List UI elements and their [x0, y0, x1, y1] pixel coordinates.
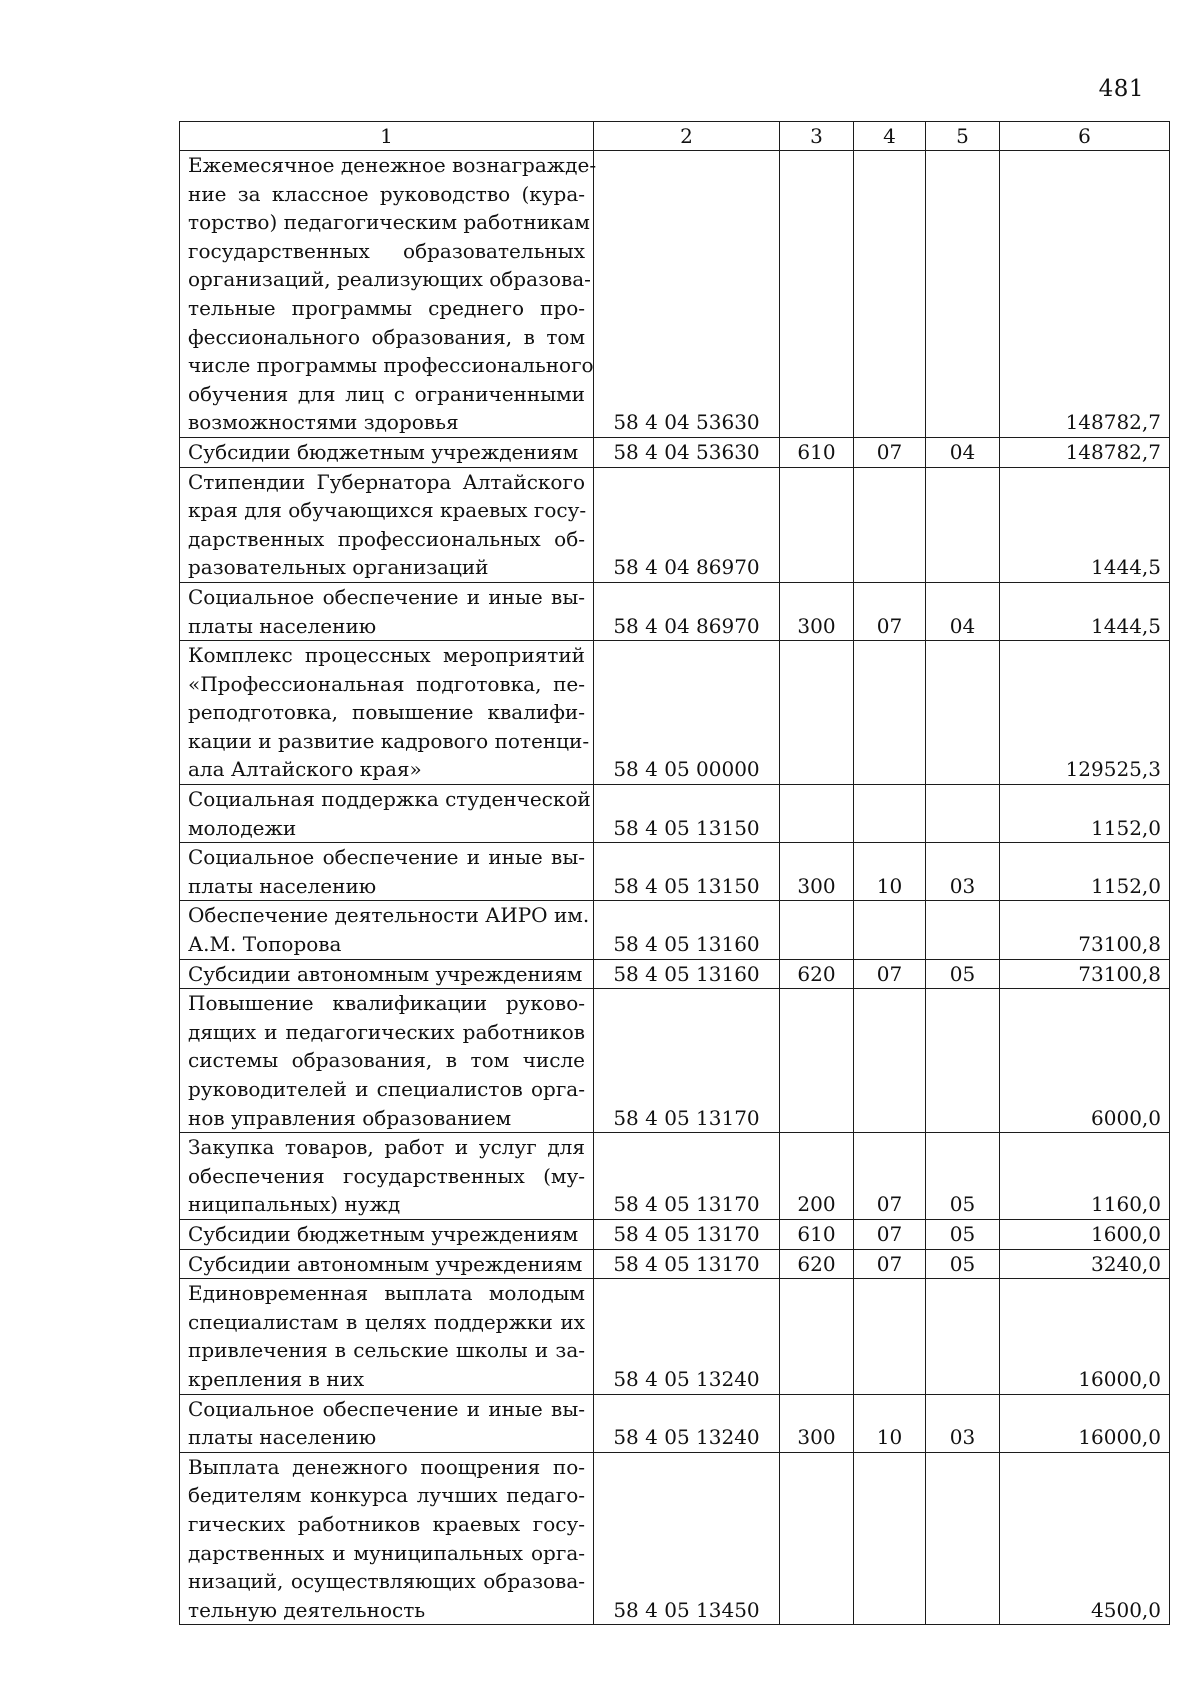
row-section: 07 — [854, 959, 926, 989]
row-subsection: 05 — [926, 1219, 1000, 1249]
row-name-line: руководителей и специалистов орга- — [188, 1077, 585, 1101]
row-name-line: обучения для лиц с ограниченными — [188, 381, 585, 406]
row-expense-type — [780, 785, 854, 843]
row-section: 10 — [854, 1394, 926, 1452]
row-name-line: дарственных и муниципальных орга- — [188, 1540, 585, 1565]
row-name — [180, 1249, 594, 1279]
table-row — [180, 641, 1170, 785]
row-amount: 129525,3 — [1000, 641, 1170, 785]
row-subsection — [926, 151, 1000, 438]
row-name-line: «Профессиональная подготовка, пе- — [188, 671, 585, 696]
row-name — [180, 1394, 594, 1452]
row-code: 58 4 04 53630 — [594, 151, 780, 438]
row-code: 58 4 05 13150 — [594, 843, 780, 901]
row-amount: 1444,5 — [1000, 467, 1170, 582]
row-name — [180, 467, 594, 582]
row-subsection: 05 — [926, 1133, 1000, 1220]
row-subsection — [926, 467, 1000, 582]
row-code: 58 4 05 13240 — [594, 1394, 780, 1452]
table-row — [180, 785, 1170, 843]
row-name-line: Единовременная выплата молодым — [188, 1281, 585, 1306]
row-section — [854, 1279, 926, 1394]
row-name-line: обеспечения государственных (му- — [188, 1163, 585, 1188]
row-subsection — [926, 901, 1000, 959]
row-section: 07 — [854, 1249, 926, 1279]
row-subsection: 03 — [926, 1394, 1000, 1452]
row-name-line: бедителям конкурса лучших педаго- — [188, 1483, 585, 1508]
header-col-5: 5 — [926, 122, 1000, 151]
row-name-line: Стипендии Губернатора Алтайского — [188, 469, 585, 494]
row-section — [854, 989, 926, 1133]
header-col-3: 3 — [780, 122, 854, 151]
row-expense-type — [780, 1279, 854, 1394]
row-name — [180, 1452, 594, 1625]
row-name — [180, 151, 597, 438]
table-row — [180, 582, 1170, 640]
row-name-line: Социальное обеспечение и иные вы- — [188, 845, 585, 870]
row-name-line: Субсидии автономным учреждениям — [188, 961, 583, 986]
row-amount: 6000,0 — [1000, 989, 1170, 1133]
row-name-line: Субсидии автономным учреждениям — [188, 1251, 583, 1276]
table-row — [180, 959, 1170, 989]
row-name-line: платы населению — [188, 613, 377, 638]
row-expense-type: 300 — [780, 843, 854, 901]
row-code: 58 4 05 13450 — [594, 1452, 780, 1625]
row-name-line: края для обучающихся краевых госу- — [188, 498, 587, 523]
table-row — [180, 151, 1170, 438]
table-row — [180, 1452, 1170, 1625]
row-expense-type: 620 — [780, 959, 854, 989]
table-header — [180, 122, 1170, 151]
table-row — [180, 901, 1170, 959]
row-section — [854, 151, 926, 438]
row-name — [180, 959, 594, 989]
table-body — [180, 151, 1170, 1625]
row-expense-type: 200 — [780, 1133, 854, 1220]
row-section: 07 — [854, 1133, 926, 1220]
row-amount: 1600,0 — [1000, 1219, 1170, 1249]
row-code: 58 4 05 00000 — [594, 641, 780, 785]
row-subsection — [926, 989, 1000, 1133]
row-section: 07 — [854, 582, 926, 640]
row-subsection — [926, 1452, 1000, 1625]
row-name-line: организаций, реализующих образова- — [188, 267, 591, 292]
row-name — [180, 989, 594, 1133]
row-subsection: 03 — [926, 843, 1000, 901]
row-section — [854, 467, 926, 582]
row-name-line: Повышение квалификации руково- — [188, 991, 585, 1016]
row-name-line: Субсидии бюджетным учреждениям — [188, 1221, 579, 1246]
row-name-line: торство) педагогическим работникам — [188, 210, 590, 235]
row-name-line: гических работников краевых госу- — [188, 1511, 585, 1536]
row-code: 58 4 05 13160 — [594, 959, 780, 989]
row-name-line: дящих и педагогических работников — [188, 1019, 585, 1044]
row-amount: 1444,5 — [1000, 582, 1170, 640]
row-expense-type: 610 — [780, 1219, 854, 1249]
row-name — [180, 785, 594, 843]
row-name-line: специалистам в целях поддержки их — [188, 1309, 585, 1334]
row-name-line: ние за классное руководство (кура- — [188, 181, 585, 206]
table-row — [180, 1249, 1170, 1279]
row-section — [854, 785, 926, 843]
row-name-line: разовательных организаций — [188, 555, 489, 580]
row-name-line: А.М. Топорова — [188, 932, 342, 957]
row-expense-type — [780, 1452, 854, 1625]
row-code: 58 4 04 86970 — [594, 467, 780, 582]
table-row — [180, 467, 1170, 582]
row-name — [180, 1279, 594, 1394]
row-code: 58 4 05 13160 — [594, 901, 780, 959]
row-expense-type — [780, 641, 854, 785]
row-name — [180, 901, 594, 959]
row-amount: 73100,8 — [1000, 959, 1170, 989]
row-name-line: привлечения в сельские школы и за- — [188, 1338, 585, 1363]
row-expense-type: 610 — [780, 437, 854, 467]
row-name-line: государственных образовательных — [188, 238, 585, 263]
row-amount: 1152,0 — [1000, 785, 1170, 843]
row-name-line: молодежи — [188, 815, 297, 840]
row-name-line: возможностями здоровья — [188, 410, 459, 435]
table-row — [180, 1279, 1170, 1394]
row-section: 07 — [854, 437, 926, 467]
row-code: 58 4 04 53630 — [594, 437, 780, 467]
row-expense-type — [780, 901, 854, 959]
row-name-line: Обеспечение деятельности АИРО им. — [188, 903, 590, 928]
row-name-line: Субсидии бюджетным учреждениям — [188, 439, 579, 464]
row-name — [180, 437, 594, 467]
row-name — [180, 582, 594, 640]
row-name-line: фессионального образования, в том — [188, 324, 585, 349]
row-name — [180, 1133, 594, 1220]
row-code: 58 4 05 13150 — [594, 785, 780, 843]
row-name-line: низаций, осуществляющих образова- — [188, 1569, 585, 1594]
row-expense-type: 300 — [780, 582, 854, 640]
row-code: 58 4 05 13170 — [594, 1219, 780, 1249]
row-name-line: ниципальных) нужд — [188, 1192, 401, 1217]
row-section — [854, 901, 926, 959]
row-expense-type — [780, 151, 854, 438]
row-name-line: числе программы профессионального — [188, 353, 594, 378]
row-amount: 1160,0 — [1000, 1133, 1170, 1220]
row-amount: 4500,0 — [1000, 1452, 1170, 1625]
row-amount: 73100,8 — [1000, 901, 1170, 959]
row-subsection: 05 — [926, 1249, 1000, 1279]
header-col-2: 2 — [594, 122, 780, 151]
row-subsection — [926, 641, 1000, 785]
page-number: 481 — [1098, 76, 1144, 102]
table-row — [180, 1133, 1170, 1220]
row-subsection — [926, 1279, 1000, 1394]
row-subsection: 05 — [926, 959, 1000, 989]
row-name-line: тельную деятельность — [188, 1597, 426, 1622]
table-row — [180, 437, 1170, 467]
row-code: 58 4 04 86970 — [594, 582, 780, 640]
row-amount: 148782,7 — [1000, 437, 1170, 467]
row-name — [180, 1219, 594, 1249]
row-subsection: 04 — [926, 582, 1000, 640]
row-amount: 1152,0 — [1000, 843, 1170, 901]
row-subsection: 04 — [926, 437, 1000, 467]
row-expense-type — [780, 989, 854, 1133]
row-subsection — [926, 785, 1000, 843]
row-section: 10 — [854, 843, 926, 901]
row-name-line: реподготовка, повышение квалифи- — [188, 700, 585, 725]
row-code: 58 4 05 13240 — [594, 1279, 780, 1394]
row-expense-type: 300 — [780, 1394, 854, 1452]
row-code: 58 4 05 13170 — [594, 1249, 780, 1279]
row-name-line: ала Алтайского края» — [188, 757, 422, 782]
row-code: 58 4 05 13170 — [594, 1133, 780, 1220]
row-name-line: платы населению — [188, 1425, 377, 1450]
row-amount: 148782,7 — [1000, 151, 1170, 438]
row-name-line: системы образования, в том числе — [188, 1048, 585, 1073]
row-amount: 3240,0 — [1000, 1249, 1170, 1279]
row-name-line: тельные программы среднего про- — [188, 295, 585, 320]
row-expense-type: 620 — [780, 1249, 854, 1279]
row-name-line: Закупка товаров, работ и услуг для — [188, 1135, 585, 1160]
row-name — [180, 843, 594, 901]
row-name-line: Социальное обеспечение и иные вы- — [188, 1396, 585, 1421]
row-name-line: Социальное обеспечение и иные вы- — [188, 584, 585, 609]
table-row — [180, 1394, 1170, 1452]
row-section — [854, 641, 926, 785]
header-col-4: 4 — [854, 122, 926, 151]
budget-table — [179, 121, 1170, 1625]
row-name-line: Социальная поддержка студенческой — [188, 787, 591, 812]
header-row — [180, 122, 1170, 151]
table-row — [180, 1219, 1170, 1249]
row-name-line: нов управления образованием — [188, 1105, 512, 1130]
row-name-line: Комплекс процессных мероприятий — [188, 643, 585, 668]
row-name-line: кации и развитие кадрового потенци- — [188, 728, 590, 753]
row-name — [180, 641, 594, 785]
row-name-line: платы населению — [188, 873, 377, 898]
row-name-line: крепления в них — [188, 1366, 365, 1391]
table-row — [180, 989, 1170, 1133]
row-section — [854, 1452, 926, 1625]
header-col-1: 1 — [180, 122, 594, 151]
row-amount: 16000,0 — [1000, 1394, 1170, 1452]
row-amount: 16000,0 — [1000, 1279, 1170, 1394]
table-row — [180, 843, 1170, 901]
row-name-line: Ежемесячное денежное вознагражде- — [188, 153, 597, 177]
row-expense-type — [780, 467, 854, 582]
row-section: 07 — [854, 1219, 926, 1249]
row-name-line: дарственных профессиональных об- — [188, 526, 585, 551]
row-name-line: Выплата денежного поощрения по- — [188, 1454, 585, 1479]
header-col-6: 6 — [1000, 122, 1170, 151]
row-code: 58 4 05 13170 — [594, 989, 780, 1133]
